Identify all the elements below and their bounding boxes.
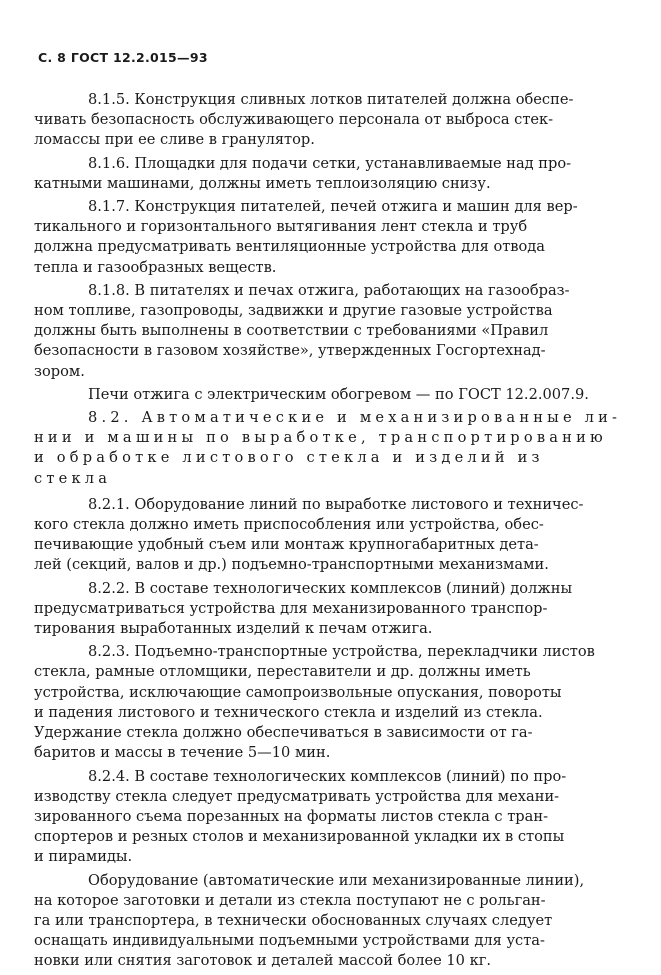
paragraph-line: предусматриваться устройства для механизированного транспор-: [34, 599, 548, 617]
paragraph: [34, 642, 623, 763]
paragraph-line: должна предусматривать вентиляционные устройства для отвода: [34, 238, 545, 256]
paragraph-line: баритов и массы в течение 5—10 мин.: [34, 744, 331, 762]
paragraph-line: стекла: [34, 469, 112, 487]
paragraph-first-line: 8.2. Автоматические и механизированные ли-: [88, 409, 622, 427]
paragraph-first-line: 8.1.8. В питателях и печах отжига, работающих на газообраз-: [88, 281, 570, 299]
paragraph-line: зором.: [34, 362, 85, 380]
paragraph-line: катными машинами, должны иметь теплоизоляцию снизу.: [34, 174, 491, 192]
paragraph-line: ном топливе, газопроводы, задвижки и другие газовые устройства: [34, 302, 553, 320]
paragraph-line: устройства, исключающие самопроизвольные опускания, повороты: [34, 683, 562, 701]
paragraph-line: спортеров и резных столов и механизированной укладки их в стопы: [34, 828, 565, 846]
paragraph-first-line: Оборудование (автоматические или механизированные линии),: [88, 871, 585, 889]
paragraph-line: тепла и газообразных веществ.: [34, 258, 277, 276]
paragraph-line: новки или снятия заготовок и деталей массой более 10 кг.: [34, 952, 492, 970]
paragraph-line: оснащать индивидуальными подъемными устройствами для уста-: [34, 932, 545, 950]
paragraph-first-line: 8.2.2. В составе технологических комплексов (линий) должны: [88, 579, 573, 597]
paragraph: [34, 579, 623, 640]
paragraph-line: лей (секций, валов и др.) подъемно-транспортными механизмами.: [34, 556, 549, 574]
paragraph-line: ломассы при ее сливе в гранулятор.: [34, 131, 315, 149]
document-body: [34, 90, 623, 975]
paragraph-first-line: 8.2.1. Оборудование линий по выработке листового и техничес-: [88, 495, 584, 513]
paragraph-line: чивать безопасность обслуживающего персонала от выброса стек-: [34, 111, 554, 129]
paragraph-line: тикального и горизонтального вытягивания лент стекла и труб: [34, 218, 528, 236]
paragraph: [34, 281, 623, 382]
paragraph-first-line: 8.2.3. Подъемно-транспортные устройства, перекладчики листов: [88, 643, 595, 661]
paragraph-line: Удержание стекла должно обеспечиваться в зависимости от га-: [34, 724, 533, 742]
paragraph-line: и обработке листового стекла и изделий из: [34, 449, 544, 467]
paragraph-first-line: 8.1.7. Конструкция питателей, печей отжига и машин для вер-: [88, 198, 578, 216]
paragraph-line: безопасности в газовом хозяйстве», утвержденных Госгортехнад-: [34, 342, 546, 360]
paragraph-line: на которое заготовки и детали из стекла поступают не с рольган-: [34, 891, 546, 909]
paragraph: [34, 197, 623, 278]
paragraph-line: должны быть выполнены в соответствии с требованиями «Правил: [34, 322, 549, 340]
paragraph-first-line: Печи отжига с электрическим обогревом — по ГОСТ 12.2.007.9.: [88, 385, 589, 403]
paragraph-line: стекла, рамные отломщики, переставители и др. должны иметь: [34, 663, 531, 681]
paragraph: [34, 767, 623, 868]
paragraph: [34, 495, 623, 576]
paragraph-line: тирования выработанных изделий к печам отжига.: [34, 620, 433, 638]
paragraph-line: и пирамиды.: [34, 848, 133, 866]
paragraph-line: нии и машины по выработке, транспортированию: [34, 429, 607, 447]
paragraph-line: печивающие удобный съем или монтаж крупногабаритных дета-: [34, 536, 539, 554]
paragraph: [34, 871, 623, 972]
paragraph: [88, 385, 623, 405]
paragraph-line: га или транспортера, в технически обоснованных случаях следует: [34, 911, 553, 929]
paragraph-first-line: 8.1.6. Площадки для подачи сетки, устанавливаемые над про-: [88, 154, 572, 172]
paragraph-line: кого стекла должно иметь приспособления или устройства, обес-: [34, 516, 544, 534]
paragraph-line: и падения листового и технического стекла и изделий из стекла.: [34, 703, 543, 721]
paragraph: [34, 154, 623, 194]
section-heading: [34, 408, 623, 489]
paragraph: [34, 90, 623, 151]
page-header: С. 8 ГОСТ 12.2.015—93: [38, 50, 208, 65]
paragraph-first-line: 8.2.4. В составе технологических комплексов (линий) по про-: [88, 767, 567, 785]
paragraph-line: зированного съема порезанных на форматы листов стекла с тран-: [34, 807, 549, 825]
paragraph-line: изводству стекла следует предусматривать устройства для механи-: [34, 787, 560, 805]
paragraph-first-line: 8.1.5. Конструкция сливных лотков питателей должна обеспе-: [88, 91, 574, 108]
